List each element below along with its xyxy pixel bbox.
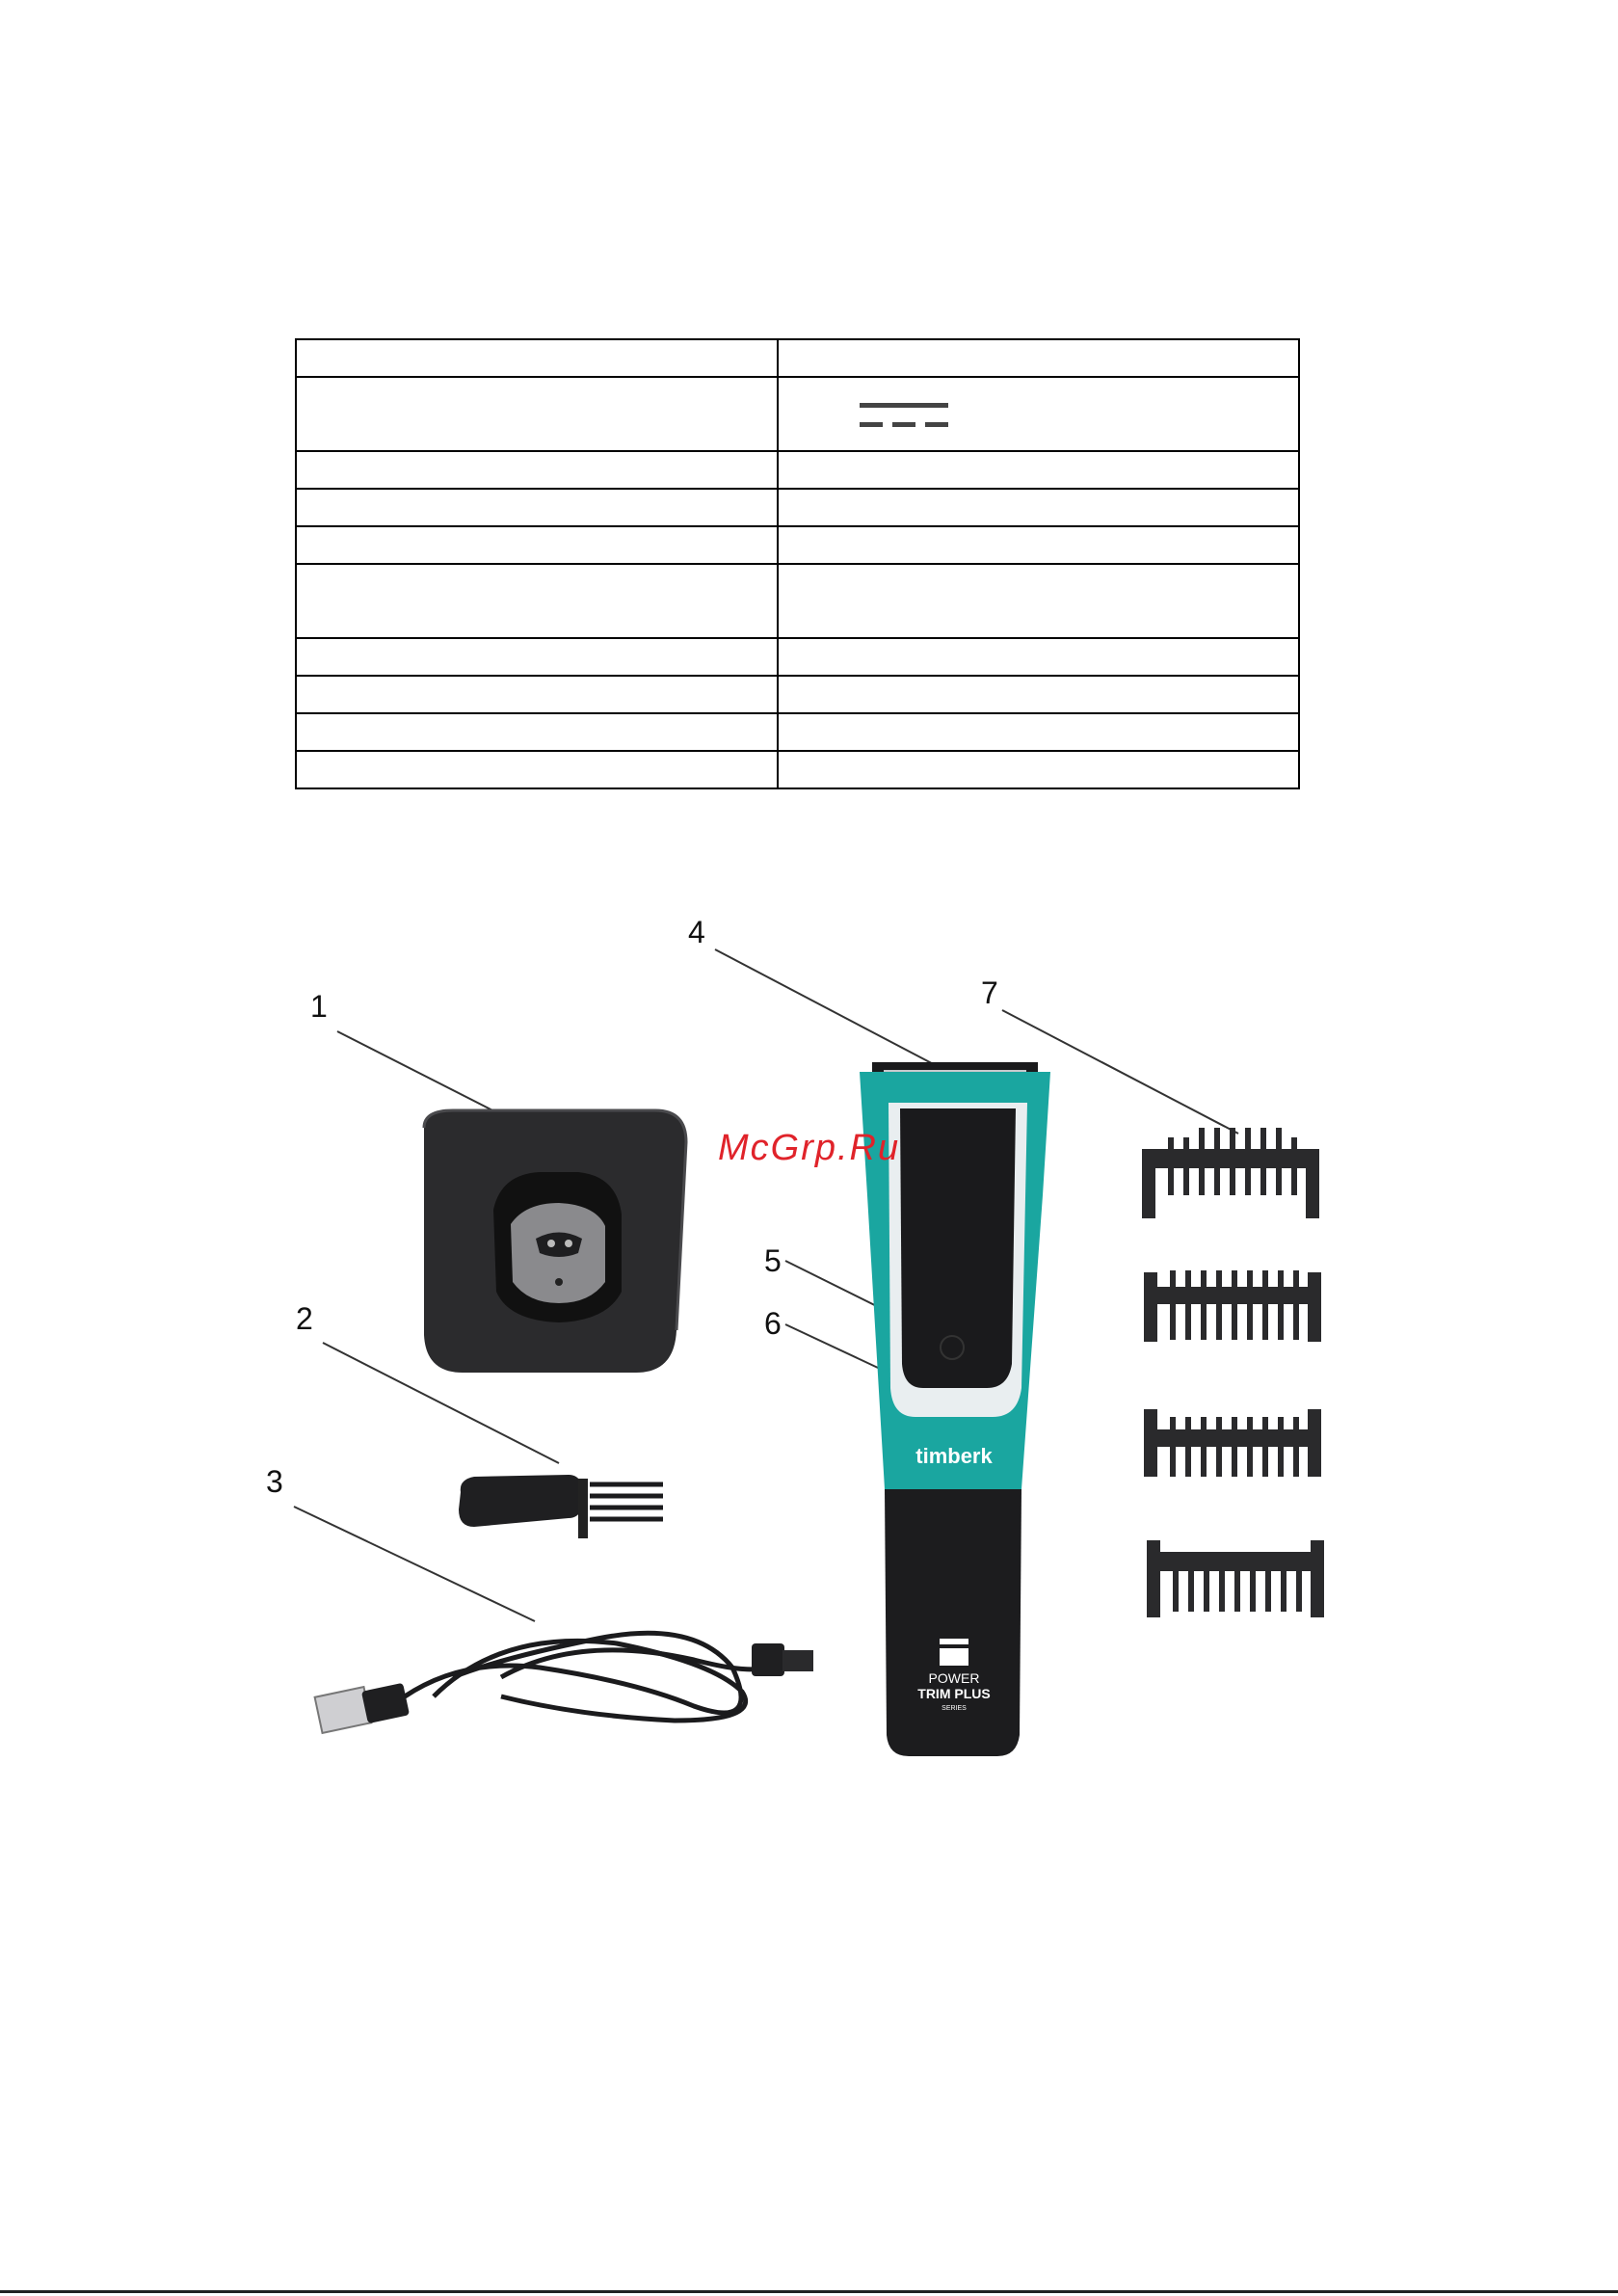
usb-cable bbox=[315, 1633, 813, 1733]
callout-number-6: 6 bbox=[764, 1306, 782, 1341]
model-text-line2: TRIM PLUS bbox=[917, 1686, 991, 1701]
callout-number-7: 7 bbox=[981, 975, 998, 1010]
comb-4 bbox=[1147, 1540, 1324, 1617]
callout-number-5: 5 bbox=[764, 1243, 782, 1278]
callout-number-3: 3 bbox=[266, 1464, 283, 1499]
callout-number-2: 2 bbox=[296, 1301, 313, 1336]
comb-3 bbox=[1144, 1409, 1321, 1477]
brand-logo-text: timberk bbox=[915, 1444, 993, 1468]
guide-combs bbox=[1142, 1128, 1324, 1617]
model-text-line1: POWER bbox=[928, 1670, 980, 1686]
watermark: McGrp.Ru bbox=[718, 1128, 901, 1168]
callout-number-1: 1 bbox=[310, 989, 328, 1024]
charging-stand bbox=[424, 1110, 686, 1373]
comb-2 bbox=[1144, 1270, 1321, 1342]
bottom-divider bbox=[0, 2290, 1618, 2293]
callout-number-4: 4 bbox=[688, 915, 705, 949]
model-text-line3: SERIES bbox=[942, 1705, 967, 1712]
cleaning-brush bbox=[459, 1475, 663, 1538]
comb-1 bbox=[1142, 1128, 1319, 1218]
